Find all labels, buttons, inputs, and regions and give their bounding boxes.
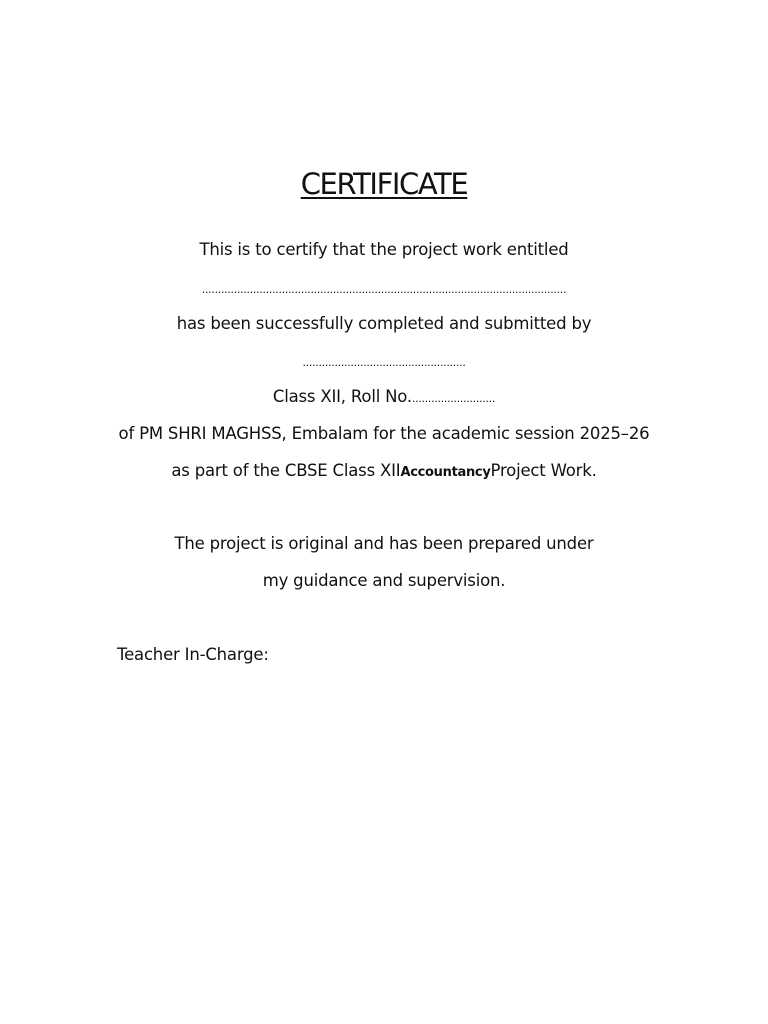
student-name-blank: [0, 349, 768, 375]
class-roll-line: [0, 385, 768, 411]
submission-statement: has been successfully completed and submitted by: [176, 314, 592, 333]
school-session-line: of PM SHRI MAGHSS, Embalam for the academic session 2025–26: [118, 424, 650, 443]
student-name-dots: ...................................................: [302, 356, 466, 369]
teacher-in-charge-label: Teacher In-Charge:: [117, 645, 269, 664]
subject-name: Accountancy: [400, 465, 491, 480]
certificate-title: CERTIFICATE: [300, 167, 468, 201]
supervision-statement: my guidance and supervision.: [262, 571, 506, 590]
project-title-dots: ..................................................................................................................: [201, 283, 567, 296]
cbse-class-label: as part of the CBSE Class XII: [171, 461, 401, 480]
class-roll-label: Class XII, Roll No.: [272, 387, 412, 406]
project-work-label: Project Work.: [490, 461, 597, 480]
cbse-project-line: [0, 459, 768, 485]
roll-number-dots: ..........................: [411, 392, 496, 405]
project-title-blank: [0, 276, 768, 302]
originality-statement: The project is original and has been prepared under: [174, 534, 594, 553]
certify-statement: This is to certify that the project work entitled: [199, 240, 569, 259]
